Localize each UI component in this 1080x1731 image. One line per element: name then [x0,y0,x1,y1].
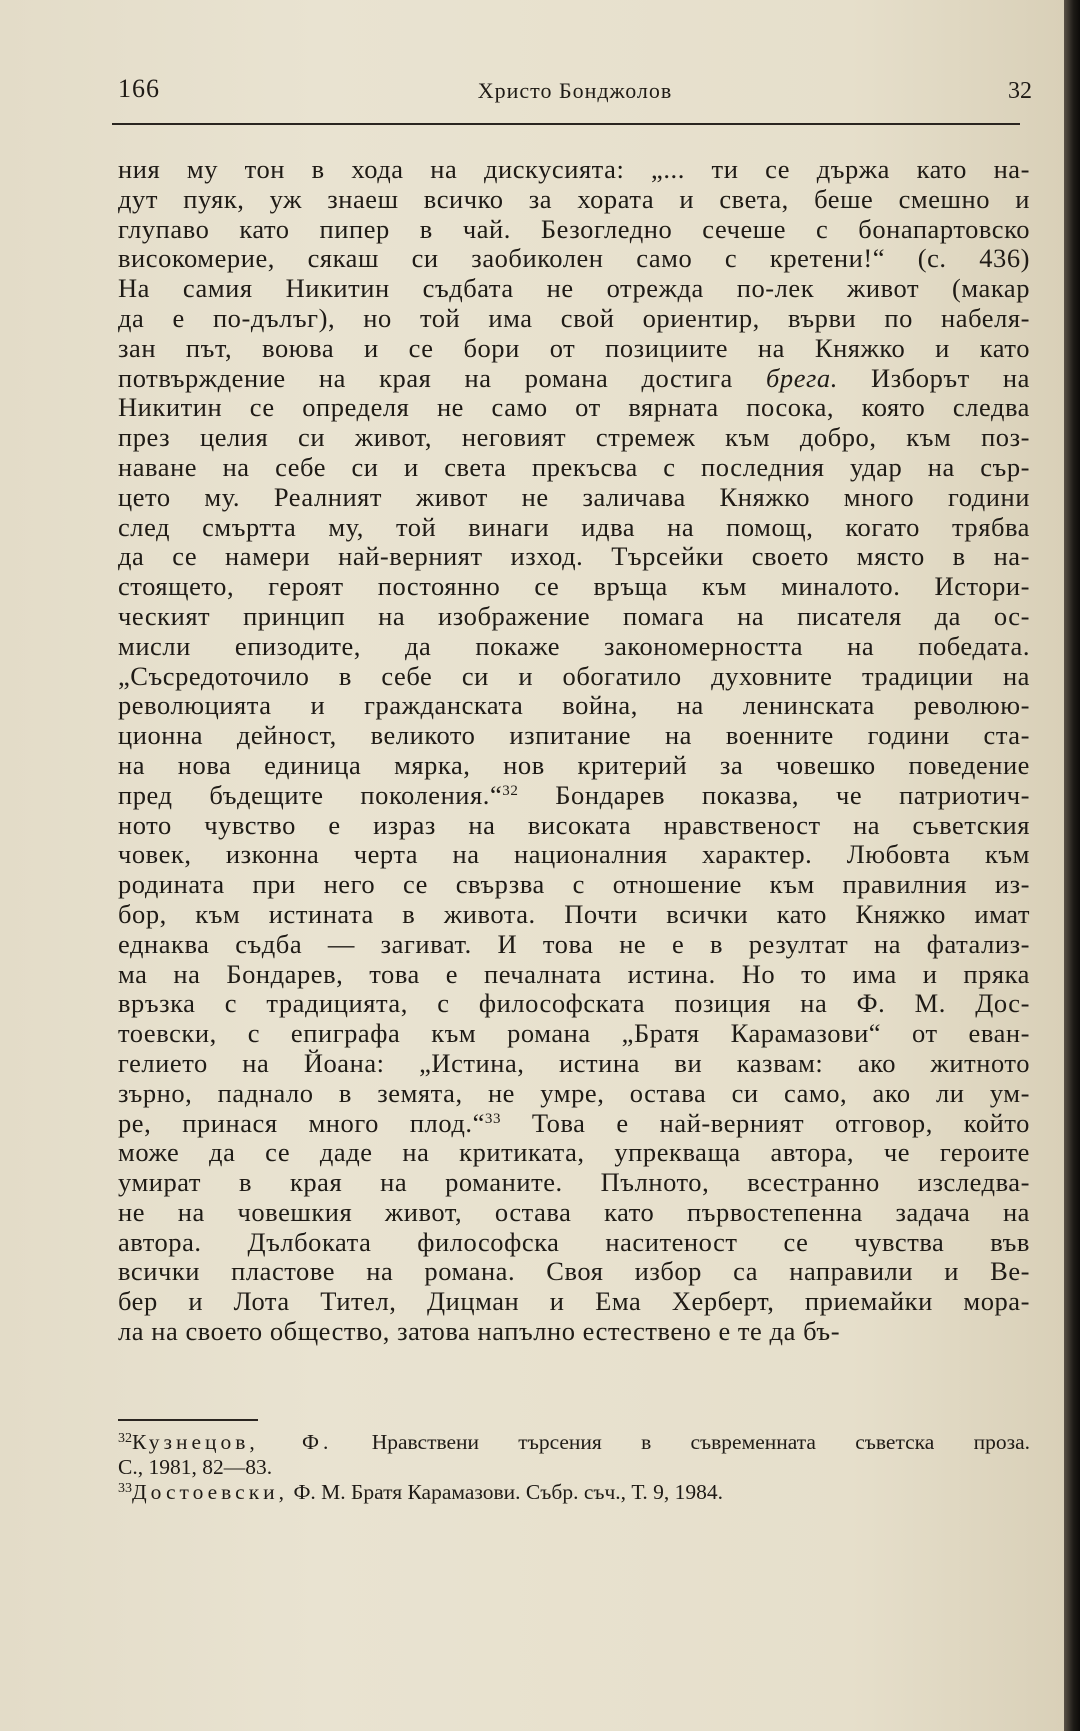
text-line: ма на Бондарев, това е печалната истина. Но то има и пряка [118,959,1030,989]
text-line: ното чувство е израз на високата нравственост на съветския [118,810,1030,840]
text-line: на нова единица мярка, нов критерий за човешко поведение [118,750,1030,780]
text-line: гелието на Йоана: „Истина, истина ви казвам: ако житното [118,1048,1030,1078]
text-segment: потвърждение на края на романа достига [118,363,733,393]
text-line: Никитин се определя не само от вярната посока, която следва [118,393,1030,423]
footnote-marker-33: 33 [484,1110,501,1127]
text-line: автора. Дълбоката философска наситеност се чувства във [118,1227,1030,1257]
text-line: ционна дейност, великото изпитание на военните години ста- [118,721,1030,751]
text-segment: Бондарев показва, че патриотич- [555,780,1030,810]
page-header [118,74,1032,114]
text-line: бер и Лота Тител, Дицман и Ема Херберт, приемайки мора- [118,1287,1030,1317]
text-line: цето му. Реалният живот не заличава Княжко много години [118,482,1030,512]
text-segment: Изборът на [871,363,1030,393]
text-line: ния му тон в хода на дискусията: „... ти се държа като на- [118,155,1030,184]
text-line [118,1109,1030,1139]
footnote-33 [118,1480,1030,1505]
body-text [118,155,1030,1347]
footnote-32-continuation: С., 1981, 82—83. [118,1455,273,1479]
text-line: всички пластове на романа. Своя избор са направили и Ве- [118,1257,1030,1287]
footnote-author: Достоевски, [132,1480,289,1504]
text-line: тоевски, с епиграфа към романа „Братя Карамазови“ от еван- [118,1019,1030,1049]
text-line: еднаква съдба — загиват. И това не е в резултат на фатализ- [118,929,1030,959]
section-number: 32 [1008,78,1032,104]
text-line: зан път, воюва и се бори от позициите на Княжко и като [118,333,1030,363]
text-line: наване на себе си и света прекъсва с последния удар на сър- [118,452,1030,482]
running-title: Христо Бонджолов [477,78,673,103]
footnote-text: Нравствени търсения в съвременната съветска проза. [371,1430,1030,1454]
text-line: дут пуяк, уж знаеш всичко за хората и света, беше смешно и [118,184,1030,214]
text-segment: Това е най-верният отговор, който [531,1108,1030,1138]
footnote-number: 32 [118,1431,132,1446]
text-line: родината при него се свързва с отношение към правилния из- [118,870,1030,900]
text-line: стоящето, героят постоянно се връща към миналото. Истори- [118,572,1030,602]
text-line: „Съсредоточило в себе си и обогатило духовните традиции на [118,661,1030,691]
text-line: умират в края на романите. Пълното, всестранно изследва- [118,1168,1030,1198]
text-line: ла на своето общество, затова напълно естествено е те да бъ- [118,1317,841,1347]
footnote-marker-32: 32 [502,782,519,799]
text-line: глупаво като пипер в чай. Безогледно сечеше с бонапартовско [118,214,1030,244]
text-line [118,781,1030,811]
footnote-rule [118,1419,258,1421]
text-line: На самия Никитин съдбата не отрежда по-лек живот (макар [118,274,1030,304]
page-number: 166 [118,74,160,103]
page-edge-shadow [1064,0,1080,1731]
text-line: човек, изконна черта на националния характер. Любовта към [118,840,1030,870]
text-line: не на човешкия живот, остава като първостепенна задача на [118,1197,1030,1227]
text-line: бор, към истината в живота. Почти всички като Княжко имат [118,899,1030,929]
text-segment: ре, принася много плод.“ [118,1108,485,1138]
footnote-author: Кузнецов, Ф. [132,1430,333,1454]
italic-word: брега. [766,363,838,393]
text-line: да се намери най-верният изход. Търсейки своето място в на- [118,542,1030,572]
text-line [118,364,1030,394]
text-line: може да се даде на критиката, упрекваща автора, че героите [118,1138,1030,1168]
text-line: революцията и гражданската война, на ленинската революю- [118,691,1030,721]
footnote-32 [118,1430,1030,1455]
text-line: през целия си живот, неговият стремеж към добро, към поз- [118,423,1030,453]
text-segment: пред бъдещите поколения.“ [118,780,503,810]
text-line: връзка с традицията, с философската позиция на Ф. М. Дос- [118,989,1030,1019]
header-rule [112,123,1020,125]
footnotes [118,1430,1030,1505]
text-line: ческият принцип на изображение помага на писателя да ос- [118,601,1030,631]
footnote-number: 33 [118,1481,132,1496]
footnote-text: Ф. М. Братя Карамазови. Събр. съч., Т. 9, 1984. [293,1480,724,1504]
text-line: да е по-дълъг), но той има свой ориентир, върви по набеля- [118,303,1030,333]
text-line: високомерие, сякаш си заобиколен само с кретени!“ (с. 436) [118,244,1030,274]
text-line: зърно, паднало в земята, не умре, остава си само, ако ли ум- [118,1078,1030,1108]
text-line: след смъртта му, той винаги идва на помощ, когато трябва [118,512,1030,542]
text-line: мисли епизодите, да покаже закономерността на победата. [118,631,1030,661]
